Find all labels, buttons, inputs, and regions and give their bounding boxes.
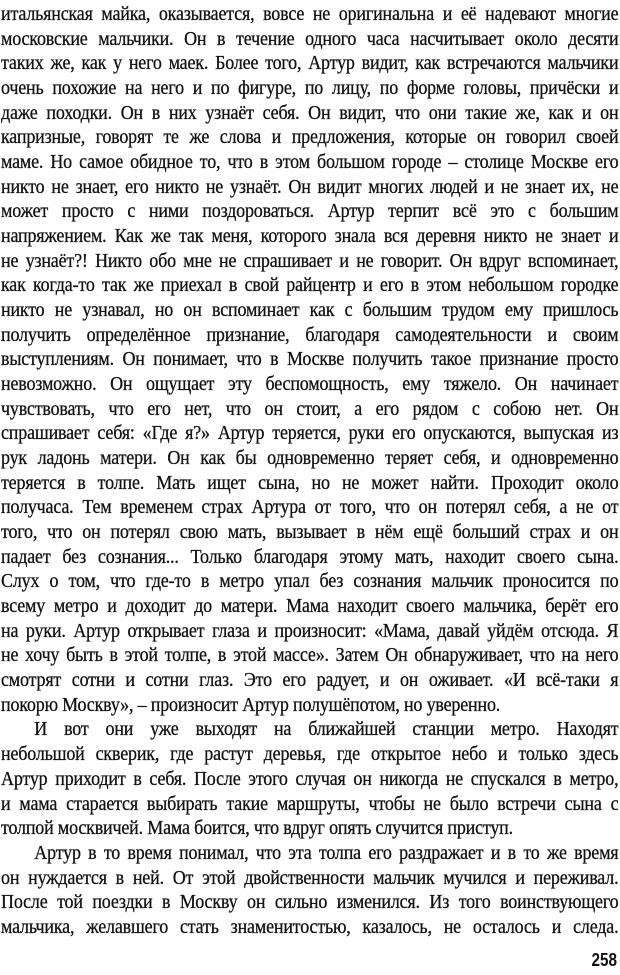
text-line: может просто с ними поздороваться. Артур терпит всё это с большим xyxy=(1,200,619,223)
text-line: всему метро и доходит до матери. Мама находит своего мальчика, берёт его xyxy=(1,595,619,618)
text-line: спрашивает себя: «Где я?» Артур теряется, руки его опускаются, выпуская из xyxy=(1,422,619,445)
text-line: капризные, говорят те же слова и предложения, которые он говорил своей xyxy=(1,126,619,149)
text-line: И вот они уже выходят на ближайшей станции метро. Находят xyxy=(34,718,619,741)
text-line: он нуждается в ней. От этой двойственности мальчик мучился и переживал. xyxy=(1,866,619,889)
paragraph xyxy=(1,717,618,840)
text-line: маме. Но самое обидное то, что в этом большом городе – столице Москве его xyxy=(1,151,619,174)
text-line: напряжением. Как же так меня, которого знала вся деревня никто не знает и xyxy=(1,225,619,248)
text-line: мальчика, желавшего стать знаменитостью, казалось, не осталось и следа. xyxy=(1,915,619,938)
text-line: на руки. Артур открывает глаза и произносит: «Мама, давай уйдём отсюда. Я xyxy=(1,619,619,642)
text-line: получаса. Тем временем страх Артура от того, что он потерял себя, а не от xyxy=(1,496,619,519)
text-line: покорю Москву», – произносит Артур полушёпотом, но уверенно. xyxy=(1,693,501,716)
text-line: таких же, как у него маек. Более того, Артур видит, как встречаются мальчики xyxy=(1,52,619,75)
text-line: того, что он потерял свою мать, вызывает в нём ещё больший страх и он xyxy=(1,521,619,544)
text-line: Артур в то время понимал, что эта толпа его раздражает и в то же время xyxy=(34,841,619,864)
text-line: получить определённое признание, благодаря самодеятельности и своим xyxy=(1,323,619,346)
text-line: итальянская майка, оказывается, вовсе не оригинальна и её надевают многие xyxy=(1,3,619,25)
text-line: падает без сознания... Только благодаря этому мать, находит своего сына. xyxy=(1,545,619,568)
text-line: не узнаёт?! Никто обо мне не спрашивает и не говорит. Он вдруг вспоминает, xyxy=(1,249,619,272)
text-line: небольшой скверик, где растут деревья, где открытое небо и только здесь xyxy=(1,743,619,766)
body-text xyxy=(1,2,618,940)
text-line: Артур приходит в себя. После этого случая он никогда не спускался в метро, xyxy=(1,767,619,790)
text-line: очень похожие на него и по фигуре, по лицу, по форме головы, причёски и xyxy=(1,77,619,100)
text-line: не хочу быть в этой толпе, в этой массе». Затем Он обнаруживает, что на него xyxy=(1,644,619,667)
text-line: толпой москвичей. Мама боится, что вдруг опять случится приступ. xyxy=(1,817,513,840)
text-line: никто не знает, его никто не узнаёт. Он видит многих людей и не знает их, не xyxy=(1,175,619,198)
text-line: как когда-то так же приехал в свой райцентр и его в этом небольшом городке xyxy=(1,274,619,297)
text-line: выступлениям. Он понимает, что в Москве получить такое признание просто xyxy=(1,348,619,371)
text-line: даже походки. Он в них узнаёт себя. Он видит, что они такие же, как и он xyxy=(1,101,619,124)
text-line: чувствовать, что его нет, что он стоит, а его рядом с собою нет. Он xyxy=(1,397,619,420)
text-line: и мама старается выбирать такие маршруты, чтобы не было встречи сына с xyxy=(1,792,619,815)
page-number: 258 xyxy=(591,950,617,970)
text-line: смотрят сотни и сотни глаз. Это его радует, и он оживает. «И всё-таки я xyxy=(1,669,619,692)
paragraph xyxy=(1,2,618,717)
text-line: рук ладонь матери. Он как бы одновременно теряет себя, и одновременно xyxy=(1,447,619,470)
text-line: никто не узнавал, но он вспоминает как с большим трудом ему пришлось xyxy=(1,299,619,322)
text-line: невозможно. Он ощущает эту беспомощность, ему тяжело. Он начинает xyxy=(1,373,619,396)
text-line: После той поездки в Москву он сильно изменился. Из того воинствующего xyxy=(1,891,619,914)
text-line: теряется в толпе. Мать ищет сына, но не может найти. Проходит около xyxy=(1,471,619,494)
paragraph xyxy=(1,841,618,940)
text-line: московские мальчики. Он в течение одного часа насчитывает около десяти xyxy=(1,27,619,50)
text-line: Слух о том, что где-то в метро упал без сознания мальчик проносится по xyxy=(1,570,619,593)
